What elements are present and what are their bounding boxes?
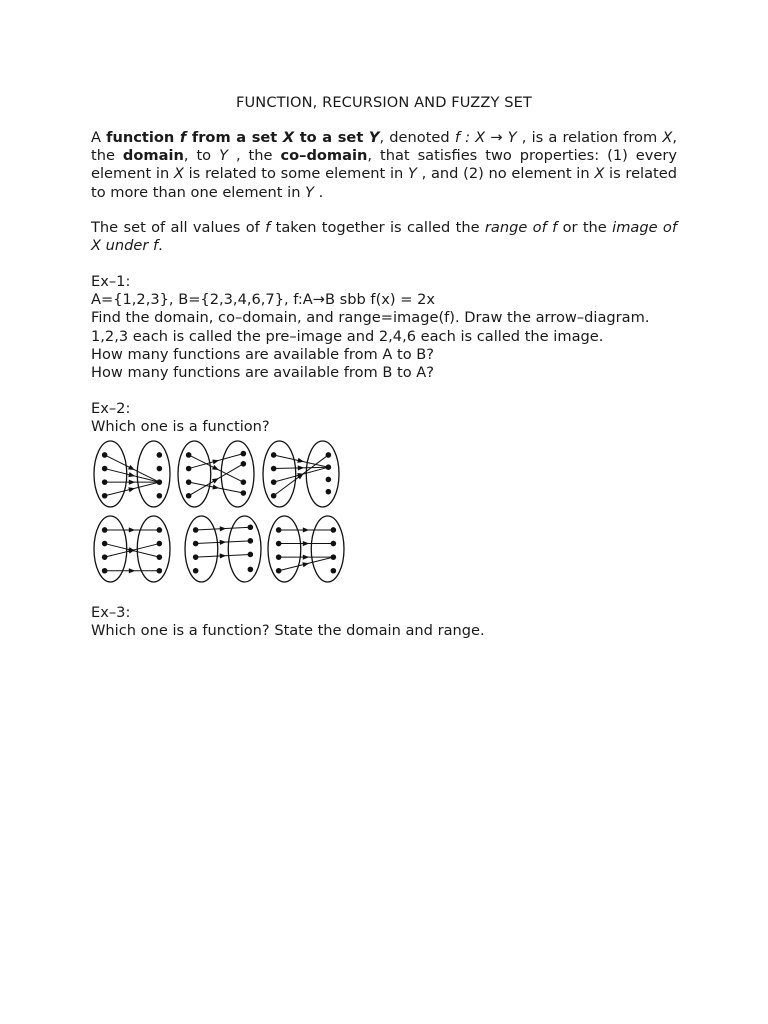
arrowhead [128,465,135,470]
arrowhead [129,480,135,485]
codomain-point [326,452,332,458]
arrowhead [303,555,309,560]
arrowhead [220,526,227,531]
codomain-point [241,490,247,496]
codomain-point [157,554,163,560]
codomain-ellipse [306,441,339,507]
codomain-point [157,466,163,472]
codomain-point [326,464,332,470]
domain-point [193,568,199,574]
domain-point [193,541,199,547]
domain-point [271,493,277,499]
domain-point [102,527,108,533]
arrow-diagram [94,441,170,507]
domain-point [102,466,108,472]
arrowhead [303,527,309,532]
codomain-point [331,527,337,533]
arrow-diagram [268,516,344,582]
domain-ellipse [94,516,127,582]
arrowhead [129,568,135,573]
codomain-point [248,538,254,544]
page-title: FUNCTION, RECURSION AND FUZZY SET [236,94,532,111]
ex1-line: How many functions are available from A to B? [91,345,435,363]
domain-point [102,541,108,547]
ex1-line: 1,2,3 each is called the pre–image and 2,4,6 each is called the image. [91,327,604,345]
ex2-heading: Ex–2: [91,400,131,417]
codomain-point [241,479,247,485]
codomain-point [248,567,254,573]
arrow-diagram [94,516,170,582]
domain-ellipse [185,516,218,582]
codomain-point [331,541,337,547]
example-1 [91,273,677,382]
ex1-heading: Ex–1: [91,273,131,290]
codomain-ellipse [228,516,261,582]
ex3-question: Which one is a function? State the domain and range. [91,622,485,640]
domain-point [276,527,282,533]
arrowhead [212,484,219,489]
arrow-diagrams-figure [88,436,350,588]
example-3 [91,604,677,640]
codomain-point [157,493,163,499]
domain-point [186,493,192,499]
domain-ellipse [268,516,301,582]
arrow-diagram [178,441,254,507]
codomain-point [157,568,163,574]
codomain-point [326,489,332,495]
domain-ellipse [263,441,296,507]
domain-point [276,568,282,574]
arrowhead [212,478,219,483]
domain-ellipse [178,441,211,507]
ex3-heading: Ex–3: [91,604,131,621]
domain-point [102,493,108,499]
domain-point [186,452,192,458]
codomain-point [326,477,332,483]
arrowhead [298,465,304,470]
codomain-ellipse [137,516,170,582]
arrowhead [129,527,135,532]
ex1-line: A={1,2,3}, B={2,3,4,6,7}, f:A→B sbb f(x) = 2x [91,291,436,309]
domain-point [271,466,277,472]
range-paragraph: The set of all values of f taken together is called the range of f or the image of X under f. [91,219,678,255]
domain-point [193,527,199,533]
codomain-point [331,554,337,560]
ex1-line: Find the domain, co–domain, and range=image(f). Draw the arrow–diagram. [91,309,650,327]
domain-point [276,541,282,547]
domain-point [271,479,277,485]
arrowhead [220,553,227,558]
domain-point [102,452,108,458]
codomain-point [157,527,163,533]
ex2-question: Which one is a function? [91,418,270,436]
codomain-point [157,541,163,547]
domain-point [271,452,277,458]
arrowhead [303,541,309,546]
codomain-point [157,479,163,485]
domain-point [186,479,192,485]
codomain-point [241,461,247,467]
codomain-point [157,452,163,458]
example-2 [91,400,677,436]
domain-point [193,554,199,560]
domain-point [102,568,108,574]
domain-point [102,479,108,485]
codomain-point [331,568,337,574]
domain-point [186,466,192,472]
domain-point [102,554,108,560]
arrowhead [297,458,304,463]
codomain-point [248,552,254,558]
arrowhead [212,459,219,464]
arrowhead [220,540,227,545]
codomain-ellipse [311,516,344,582]
definition-paragraph: A function f from a set X to a set Y, denoted f : X → Y , is a relation from X, the domain, to Y , the co–domain, that satisfies two properties: (1) every element in X is related to some element in Y , and (2) no element in X is related to more than one element in Y . [91,129,678,201]
ex1-line: How many functions are available from B to A? [91,364,435,382]
arrow-diagram [263,441,339,507]
domain-ellipse [94,441,127,507]
arrow-diagram [185,516,261,582]
domain-point [276,554,282,560]
arrowhead [212,465,219,470]
codomain-point [241,451,247,457]
codomain-point [248,524,254,530]
